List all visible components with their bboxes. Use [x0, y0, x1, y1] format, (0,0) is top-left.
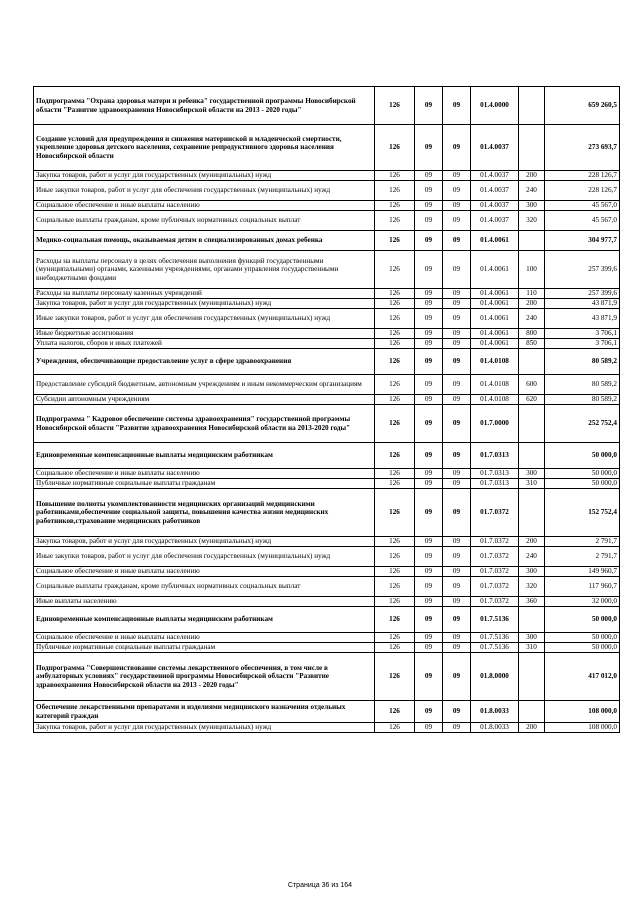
cell-csr: 01.8.0000 [471, 653, 519, 701]
cell-vr [519, 349, 545, 375]
cell-ved: 126 [375, 547, 415, 567]
cell-sum: 108 000,0 [545, 701, 620, 723]
cell-vr: 800 [519, 329, 545, 339]
cell-name: Закупка товаров, работ и услуг для государственных (муниципальных) нужд [34, 723, 375, 733]
cell-csr: 01.4.0037 [471, 201, 519, 211]
cell-vr [519, 231, 545, 251]
cell-vr: 240 [519, 547, 545, 567]
cell-vr: 240 [519, 181, 545, 201]
table-row [34, 171, 620, 181]
cell-pr: 09 [443, 349, 471, 375]
cell-ved: 126 [375, 723, 415, 733]
table-row [34, 251, 620, 289]
cell-pr: 09 [443, 211, 471, 231]
cell-name: Предоставление субсидий бюджетным, автономным учреждениям и иным некоммерческим организациям [34, 375, 375, 395]
cell-pr: 09 [443, 125, 471, 171]
cell-ved: 126 [375, 289, 415, 299]
cell-pr: 09 [443, 329, 471, 339]
cell-vr: 200 [519, 299, 545, 309]
cell-ved: 126 [375, 577, 415, 597]
cell-name: Социальное обеспечение и иные выплаты населению [34, 201, 375, 211]
cell-sum: 228 126,7 [545, 171, 620, 181]
cell-name: Субсидии автономным учреждениям [34, 395, 375, 405]
cell-sum: 80 589,2 [545, 349, 620, 375]
cell-csr: 01.4.0108 [471, 349, 519, 375]
cell-csr: 01.7.5136 [471, 607, 519, 633]
table-row [34, 633, 620, 643]
cell-vr: 310 [519, 643, 545, 653]
cell-sum: 2 791,7 [545, 547, 620, 567]
cell-sum: 3 706,1 [545, 329, 620, 339]
cell-vr: 300 [519, 469, 545, 479]
cell-vr [519, 125, 545, 171]
cell-pr: 09 [443, 375, 471, 395]
cell-pr: 09 [443, 633, 471, 643]
cell-csr: 01.7.5136 [471, 643, 519, 653]
cell-ved: 126 [375, 171, 415, 181]
cell-vr [519, 87, 545, 125]
cell-rz: 09 [415, 701, 443, 723]
cell-pr: 09 [443, 339, 471, 349]
cell-pr: 09 [443, 201, 471, 211]
table-row [34, 723, 620, 733]
cell-name: Публичные нормативные социальные выплаты гражданам [34, 479, 375, 489]
cell-csr: 01.4.0061 [471, 231, 519, 251]
cell-name: Иные выплаты населению [34, 597, 375, 607]
cell-csr: 01.7.0372 [471, 537, 519, 547]
cell-sum: 228 126,7 [545, 181, 620, 201]
cell-ved: 126 [375, 87, 415, 125]
cell-sum: 43 871,9 [545, 309, 620, 329]
cell-csr: 01.7.0372 [471, 489, 519, 537]
cell-pr: 09 [443, 87, 471, 125]
cell-name: Обеспечение лекарственными препаратами и изделиями медицинского назначения отдельных категорий граждан [34, 701, 375, 723]
cell-rz: 09 [415, 181, 443, 201]
cell-csr: 01.4.0108 [471, 375, 519, 395]
cell-csr: 01.8.0033 [471, 701, 519, 723]
cell-pr: 09 [443, 251, 471, 289]
cell-rz: 09 [415, 171, 443, 181]
cell-rz: 09 [415, 597, 443, 607]
cell-pr: 09 [443, 469, 471, 479]
cell-rz: 09 [415, 339, 443, 349]
cell-sum: 257 399,6 [545, 289, 620, 299]
cell-ved: 126 [375, 309, 415, 329]
cell-rz: 09 [415, 537, 443, 547]
cell-rz: 09 [415, 653, 443, 701]
cell-sum: 43 871,9 [545, 299, 620, 309]
cell-csr: 01.4.0037 [471, 125, 519, 171]
cell-vr [519, 701, 545, 723]
cell-csr: 01.4.0061 [471, 289, 519, 299]
cell-vr: 360 [519, 597, 545, 607]
cell-name: Единовременные компенсационные выплаты медицинским работникам [34, 607, 375, 633]
cell-name: Учреждения, обеспечивающие предоставление услуг в сфере здравоохранения [34, 349, 375, 375]
cell-rz: 09 [415, 309, 443, 329]
cell-pr: 09 [443, 567, 471, 577]
cell-name: Социальные выплаты гражданам, кроме публичных нормативных социальных выплат [34, 211, 375, 231]
cell-pr: 09 [443, 547, 471, 567]
cell-rz: 09 [415, 349, 443, 375]
cell-ved: 126 [375, 653, 415, 701]
cell-sum: 32 000,0 [545, 597, 620, 607]
cell-vr: 300 [519, 633, 545, 643]
cell-sum: 80 589,2 [545, 375, 620, 395]
cell-ved: 126 [375, 181, 415, 201]
cell-rz: 09 [415, 643, 443, 653]
cell-pr: 09 [443, 723, 471, 733]
cell-ved: 126 [375, 479, 415, 489]
table-row [34, 469, 620, 479]
table-row [34, 479, 620, 489]
cell-rz: 09 [415, 567, 443, 577]
table-row [34, 567, 620, 577]
cell-vr: 300 [519, 567, 545, 577]
cell-vr: 620 [519, 395, 545, 405]
table-row [34, 443, 620, 469]
page-number-footer: Страница 36 из 164 [287, 882, 353, 889]
cell-name: Публичные нормативные социальные выплаты гражданам [34, 643, 375, 653]
cell-csr: 01.7.0000 [471, 405, 519, 443]
cell-csr: 01.7.0372 [471, 547, 519, 567]
cell-pr: 09 [443, 289, 471, 299]
table-row [34, 87, 620, 125]
cell-rz: 09 [415, 87, 443, 125]
cell-sum: 304 977,7 [545, 231, 620, 251]
cell-vr: 240 [519, 309, 545, 329]
cell-csr: 01.4.0061 [471, 309, 519, 329]
cell-pr: 09 [443, 443, 471, 469]
cell-name: Подпрограмма "Охрана здоровья матери и ребенка" государственной программы Новосибирской области "Развитие здравоохранения Новосибирской области на 2013 - 2020 годы" [34, 87, 375, 125]
cell-csr: 01.4.0108 [471, 395, 519, 405]
cell-pr: 09 [443, 299, 471, 309]
cell-pr: 09 [443, 701, 471, 723]
cell-name: Социальное обеспечение и иные выплаты населению [34, 633, 375, 643]
cell-rz: 09 [415, 577, 443, 597]
cell-pr: 09 [443, 405, 471, 443]
table-row [34, 289, 620, 299]
cell-rz: 09 [415, 633, 443, 643]
table-row [34, 299, 620, 309]
cell-name: Иные закупки товаров, работ и услуг для обеспечения государственных (муниципальных) нужд [34, 181, 375, 201]
cell-sum: 108 000,0 [545, 723, 620, 733]
cell-pr: 09 [443, 643, 471, 653]
cell-vr: 300 [519, 201, 545, 211]
cell-ved: 126 [375, 405, 415, 443]
table-row [34, 597, 620, 607]
cell-csr: 01.4.0037 [471, 171, 519, 181]
table-row [34, 181, 620, 201]
cell-sum: 45 567,0 [545, 211, 620, 231]
cell-pr: 09 [443, 231, 471, 251]
table-row [34, 231, 620, 251]
cell-vr [519, 405, 545, 443]
cell-csr: 01.7.5136 [471, 633, 519, 643]
cell-ved: 126 [375, 567, 415, 577]
cell-name: Уплата налогов, сборов и иных платежей [34, 339, 375, 349]
cell-name: Иные бюджетные ассигнования [34, 329, 375, 339]
cell-csr: 01.7.0313 [471, 479, 519, 489]
cell-vr: 850 [519, 339, 545, 349]
cell-rz: 09 [415, 289, 443, 299]
cell-ved: 126 [375, 443, 415, 469]
cell-csr: 01.4.0037 [471, 211, 519, 231]
table-row [34, 329, 620, 339]
cell-sum: 659 260,5 [545, 87, 620, 125]
cell-csr: 01.4.0061 [471, 339, 519, 349]
cell-ved: 126 [375, 597, 415, 607]
cell-pr: 09 [443, 171, 471, 181]
cell-ved: 126 [375, 537, 415, 547]
cell-pr: 09 [443, 537, 471, 547]
cell-ved: 126 [375, 125, 415, 171]
cell-sum: 257 399,6 [545, 251, 620, 289]
cell-pr: 09 [443, 309, 471, 329]
cell-rz: 09 [415, 469, 443, 479]
cell-rz: 09 [415, 201, 443, 211]
cell-csr: 01.7.0372 [471, 567, 519, 577]
cell-ved: 126 [375, 329, 415, 339]
cell-csr: 01.7.0372 [471, 577, 519, 597]
cell-vr: 320 [519, 211, 545, 231]
cell-ved: 126 [375, 349, 415, 375]
cell-name: Иные закупки товаров, работ и услуг для обеспечения государственных (муниципальных) нужд [34, 547, 375, 567]
cell-rz: 09 [415, 375, 443, 395]
cell-ved: 126 [375, 211, 415, 231]
cell-ved: 126 [375, 231, 415, 251]
cell-name: Подпрограмма " Кадровое обеспечение системы здравоохранения" государственной программы Новосибирской области "Развитие здравоохранения Новосибирской области на 2013-2020 годы" [34, 405, 375, 443]
cell-rz: 09 [415, 723, 443, 733]
cell-sum: 252 752,4 [545, 405, 620, 443]
table-row [34, 577, 620, 597]
cell-sum: 50 000,0 [545, 443, 620, 469]
cell-vr [519, 443, 545, 469]
cell-rz: 09 [415, 489, 443, 537]
cell-rz: 09 [415, 231, 443, 251]
cell-csr: 01.8.0033 [471, 723, 519, 733]
cell-csr: 01.7.0313 [471, 469, 519, 479]
cell-name: Социальные выплаты гражданам, кроме публичных нормативных социальных выплат [34, 577, 375, 597]
cell-vr: 110 [519, 289, 545, 299]
table-row [34, 395, 620, 405]
cell-sum: 50 000,0 [545, 643, 620, 653]
cell-csr: 01.4.0061 [471, 329, 519, 339]
cell-name: Медико-социальная помощь, оказываемая детям в специализированных домах ребенка [34, 231, 375, 251]
cell-csr: 01.7.0372 [471, 597, 519, 607]
cell-pr: 09 [443, 653, 471, 701]
cell-pr: 09 [443, 489, 471, 537]
cell-csr: 01.4.0000 [471, 87, 519, 125]
cell-ved: 126 [375, 395, 415, 405]
table-row [34, 405, 620, 443]
cell-ved: 126 [375, 607, 415, 633]
cell-name: Повышение полноты укомплектованности медицинских организаций медицинскими работниками,обеспечение социальной защиты, повышения качества жизни медицинских работников,страхование медицинских работников [34, 489, 375, 537]
cell-pr: 09 [443, 577, 471, 597]
cell-csr: 01.4.0061 [471, 299, 519, 309]
cell-ved: 126 [375, 201, 415, 211]
table-row [34, 201, 620, 211]
cell-ved: 126 [375, 489, 415, 537]
cell-sum: 50 000,0 [545, 479, 620, 489]
cell-vr: 100 [519, 251, 545, 289]
cell-rz: 09 [415, 125, 443, 171]
cell-sum: 50 000,0 [545, 469, 620, 479]
cell-rz: 09 [415, 479, 443, 489]
cell-name: Расходы на выплаты персоналу казенных учреждений [34, 289, 375, 299]
cell-ved: 126 [375, 643, 415, 653]
cell-name: Закупка товаров, работ и услуг для государственных (муниципальных) нужд [34, 299, 375, 309]
cell-csr: 01.7.0313 [471, 443, 519, 469]
table-row [34, 339, 620, 349]
cell-rz: 09 [415, 211, 443, 231]
cell-sum: 149 960,7 [545, 567, 620, 577]
cell-sum: 80 589,2 [545, 395, 620, 405]
cell-name: Социальное обеспечение и иные выплаты населению [34, 567, 375, 577]
table-row [34, 653, 620, 701]
cell-name: Создание условий для предупреждения и снижения материнской и младенческой смертности, укрепление здоровья детского населения, сохранение репродуктивного здоровья населения Новосибирской области [34, 125, 375, 171]
cell-sum: 152 752,4 [545, 489, 620, 537]
cell-pr: 09 [443, 607, 471, 633]
cell-pr: 09 [443, 395, 471, 405]
table-row [34, 211, 620, 231]
cell-rz: 09 [415, 395, 443, 405]
cell-sum: 117 960,7 [545, 577, 620, 597]
cell-rz: 09 [415, 547, 443, 567]
cell-pr: 09 [443, 597, 471, 607]
table-row [34, 489, 620, 537]
cell-ved: 126 [375, 375, 415, 395]
cell-pr: 09 [443, 181, 471, 201]
cell-ved: 126 [375, 339, 415, 349]
cell-ved: 126 [375, 251, 415, 289]
cell-vr [519, 489, 545, 537]
cell-name: Расходы на выплаты персоналу в целях обеспечения выполнения функций государственными (муниципальными) органами, казенными учреждениями, органами управления государственными внебюджетными фондами [34, 251, 375, 289]
table-row [34, 643, 620, 653]
cell-vr [519, 607, 545, 633]
cell-rz: 09 [415, 405, 443, 443]
cell-vr [519, 653, 545, 701]
cell-sum: 50 000,0 [545, 633, 620, 643]
cell-vr: 600 [519, 375, 545, 395]
cell-sum: 50 000,0 [545, 607, 620, 633]
cell-sum: 3 706,1 [545, 339, 620, 349]
cell-rz: 09 [415, 299, 443, 309]
cell-name: Подпрограмма "Совершенствование системы лекарственного обеспечения, в том числе в амбулаторных условиях" государственной программы Новосибирской области "Развитие здравоохранения Новосибирской области на 2013 - 2020 годы" [34, 653, 375, 701]
cell-name: Единовременные компенсационные выплаты медицинским работникам [34, 443, 375, 469]
cell-rz: 09 [415, 251, 443, 289]
table-row [34, 547, 620, 567]
cell-vr: 200 [519, 537, 545, 547]
cell-rz: 09 [415, 607, 443, 633]
budget-table [33, 86, 620, 733]
cell-name: Закупка товаров, работ и услуг для государственных (муниципальных) нужд [34, 537, 375, 547]
budget-table-body [34, 87, 620, 733]
cell-ved: 126 [375, 701, 415, 723]
cell-sum: 273 693,7 [545, 125, 620, 171]
cell-name: Закупка товаров, работ и услуг для государственных (муниципальных) нужд [34, 171, 375, 181]
table-row [34, 537, 620, 547]
table-row [34, 607, 620, 633]
table-row [34, 309, 620, 329]
cell-sum: 2 791,7 [545, 537, 620, 547]
table-row [34, 125, 620, 171]
cell-ved: 126 [375, 633, 415, 643]
cell-sum: 417 012,0 [545, 653, 620, 701]
cell-rz: 09 [415, 329, 443, 339]
cell-ved: 126 [375, 299, 415, 309]
cell-name: Социальное обеспечение и иные выплаты населению [34, 469, 375, 479]
cell-csr: 01.4.0037 [471, 181, 519, 201]
cell-pr: 09 [443, 479, 471, 489]
cell-vr: 310 [519, 479, 545, 489]
table-row [34, 349, 620, 375]
cell-vr: 200 [519, 171, 545, 181]
table-row [34, 701, 620, 723]
cell-sum: 45 567,0 [545, 201, 620, 211]
cell-ved: 126 [375, 469, 415, 479]
cell-csr: 01.4.0061 [471, 251, 519, 289]
cell-vr: 200 [519, 723, 545, 733]
cell-name: Иные закупки товаров, работ и услуг для обеспечения государственных (муниципальных) нужд [34, 309, 375, 329]
cell-vr: 320 [519, 577, 545, 597]
table-row [34, 375, 620, 395]
cell-rz: 09 [415, 443, 443, 469]
